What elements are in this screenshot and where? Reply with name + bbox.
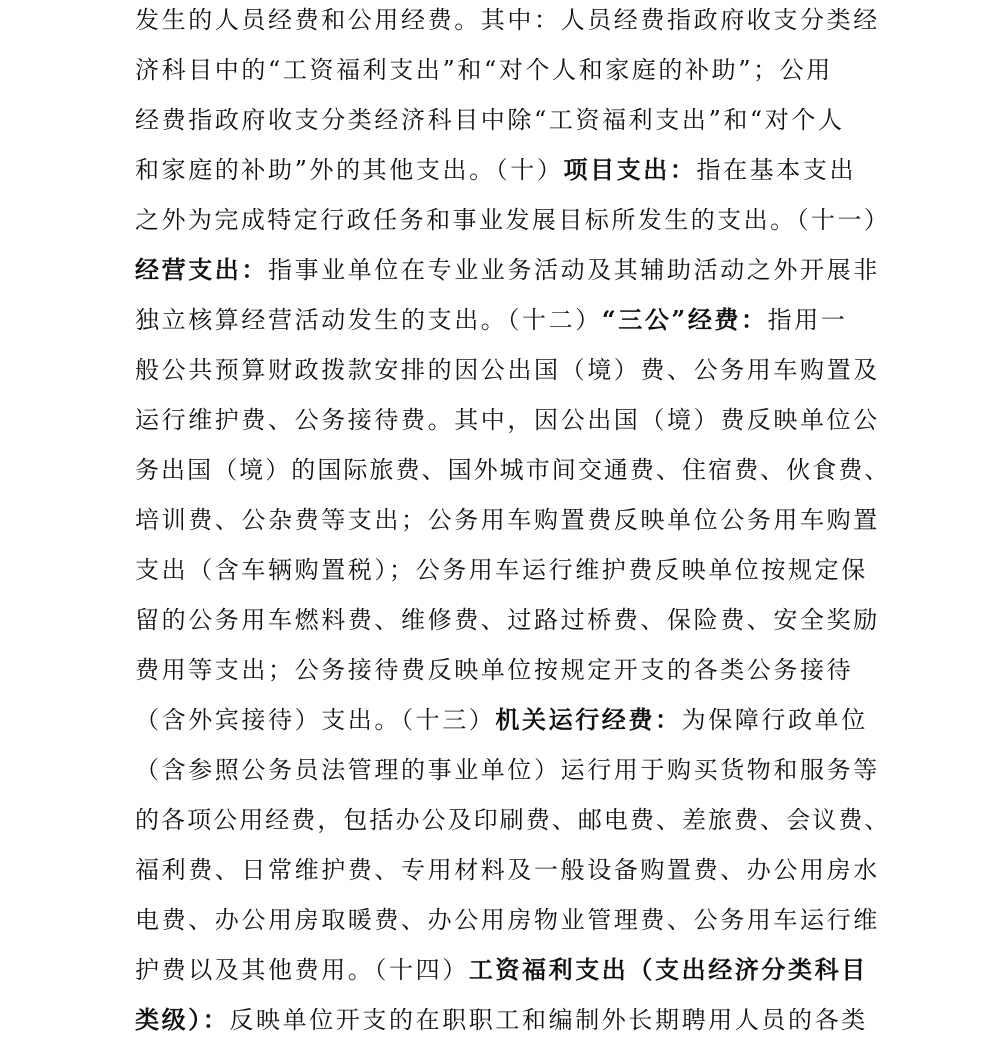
text-span: （含参照公务员法管理的事业单位）运行用于购买货物和服务等 bbox=[135, 756, 880, 784]
text-span: 的各项公用经费，包括办公及印刷费、邮电费、差旅费、会议费、 bbox=[135, 806, 891, 834]
text-line bbox=[135, 950, 868, 990]
text-span: 电费、办公用房取暖费、办公用房物业管理费、公务用车运行维 bbox=[135, 906, 880, 934]
text-span: 培训费、公杂费等支出；公务用车购置费反映单位公务用车购置 bbox=[135, 506, 880, 534]
text-span: 务出国（境）的国际旅费、国外城市间交通费、住宿费、伙食费、 bbox=[135, 456, 891, 484]
text-line bbox=[135, 1000, 868, 1040]
text-span: 留的公务用车燃料费、维修费、过路过桥费、保险费、安全奖励 bbox=[135, 606, 880, 634]
text-span: 般公共预算财政拨款安排的因公出国（境）费、公务用车购置及 bbox=[135, 356, 880, 384]
text-line bbox=[135, 900, 880, 940]
text-span: 反映单位开支的在职职工和编制外长期聘用人员的各类 bbox=[229, 1006, 868, 1034]
bold-term: 机关运行经费： bbox=[495, 705, 682, 734]
bold-term: 工资福利支出（支出经济分类科目 bbox=[468, 955, 868, 984]
text-line bbox=[135, 450, 890, 490]
text-span: 发生的人员经费和公用经费。其中：人员经费指政府收支分类经 bbox=[135, 6, 880, 34]
text-line bbox=[135, 500, 880, 540]
text-line bbox=[135, 400, 880, 440]
text-line bbox=[135, 600, 880, 640]
text-span: 济科目中的“工资福利支出”和“对个人和家庭的补助”；公用 bbox=[135, 56, 833, 84]
text-span: 指在基本支出 bbox=[696, 156, 857, 184]
text-line bbox=[135, 850, 880, 890]
text-line bbox=[135, 750, 880, 790]
text-span: （含外宾接待）支出。（十三） bbox=[135, 706, 496, 734]
text-line bbox=[135, 250, 880, 290]
text-line bbox=[135, 800, 890, 840]
text-line bbox=[135, 650, 853, 690]
text-span: 经费指政府收支分类经济科目中除“工资福利支出”和“对个人 bbox=[135, 106, 845, 134]
text-span: 和家庭的补助”外的其他支出。（十） bbox=[135, 156, 564, 184]
text-span: 费用等支出；公务接待费反映单位按规定开支的各类公务接待 bbox=[135, 656, 854, 684]
text-line bbox=[135, 100, 845, 140]
text-span: 支出（含车辆购置税）；公务用车运行维护费反映单位按规定保 bbox=[135, 556, 868, 584]
bold-term: 经营支出： bbox=[135, 255, 268, 284]
text-line bbox=[135, 700, 868, 740]
bold-term: 类级）： bbox=[135, 1005, 230, 1034]
bold-term: “三公”经费： bbox=[601, 305, 768, 334]
text-line bbox=[135, 50, 833, 90]
text-line bbox=[135, 150, 856, 190]
text-line bbox=[135, 550, 868, 590]
bold-term: 项目支出： bbox=[563, 155, 697, 184]
text-span: 为保障行政单位 bbox=[681, 706, 868, 734]
text-span: 福利费、日常维护费、专用材料及一般设备购置费、办公用房水 bbox=[135, 856, 880, 884]
text-span: 指事业单位在专业业务活动及其辅助活动之外开展非 bbox=[268, 256, 880, 284]
text-span: 指用一 bbox=[767, 306, 848, 334]
text-span: 运行维护费、公务接待费。其中，因公出国（境）费反映单位公 bbox=[135, 406, 880, 434]
text-span: 之外为完成特定行政任务和事业发展目标所发生的支出。（十一） bbox=[135, 206, 891, 234]
text-line bbox=[135, 300, 847, 340]
text-span: 独立核算经营活动发生的支出。（十二） bbox=[135, 306, 602, 334]
text-line bbox=[135, 200, 890, 240]
text-span: 护费以及其他费用。（十四） bbox=[135, 956, 469, 984]
text-line bbox=[135, 350, 880, 390]
text-line bbox=[135, 0, 880, 40]
